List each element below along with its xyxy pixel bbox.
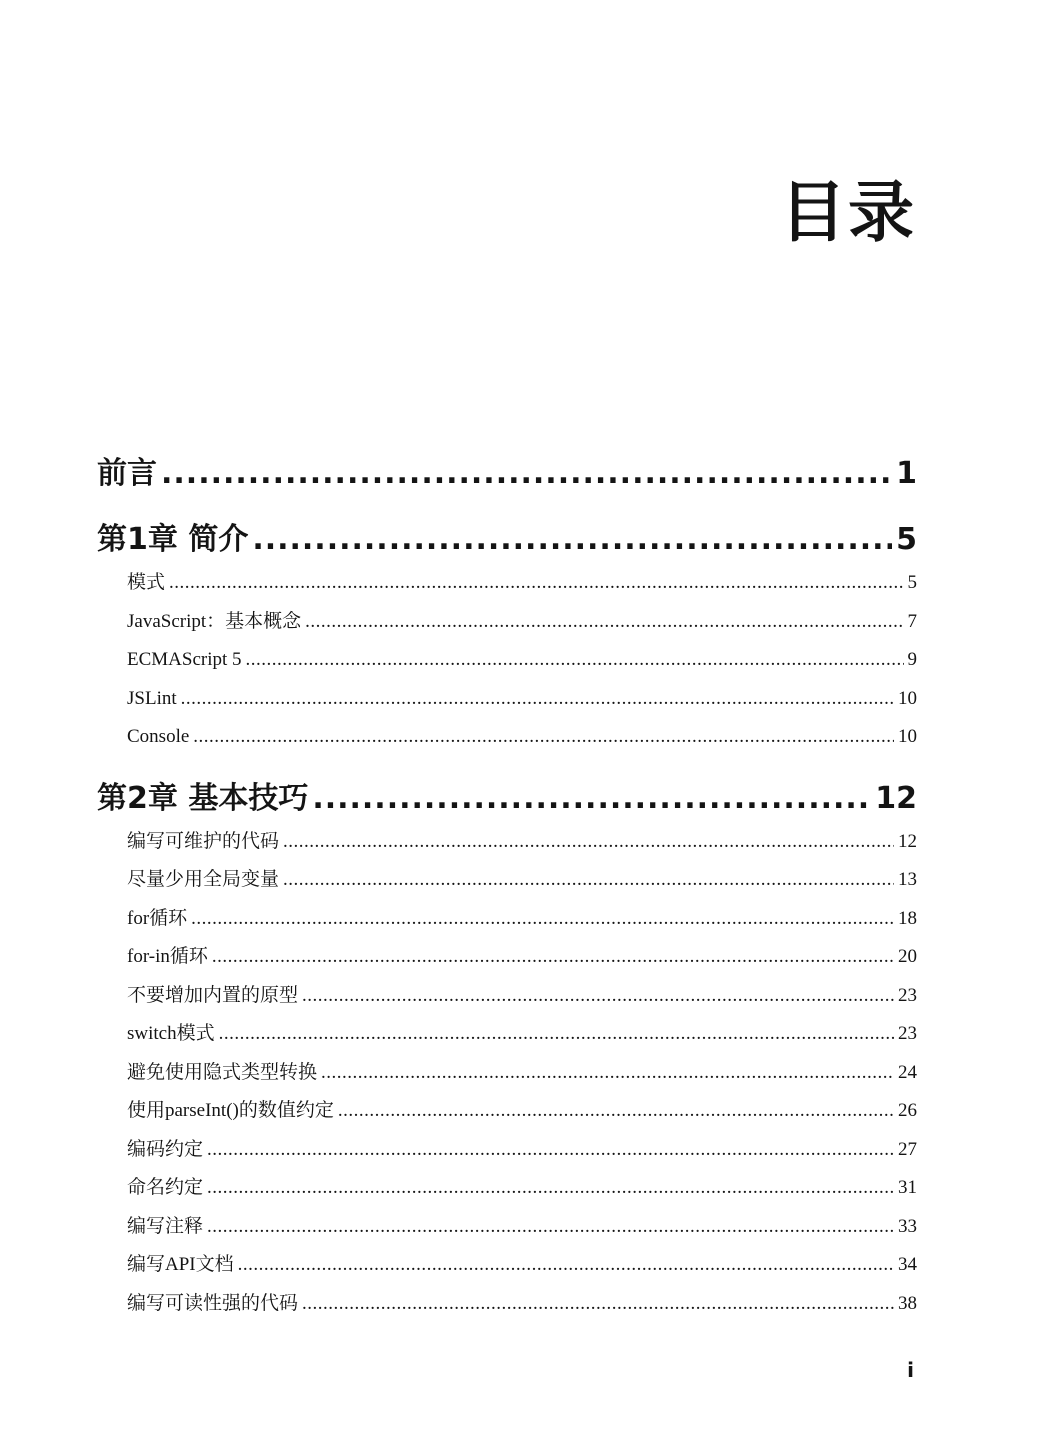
dot-leader bbox=[283, 861, 894, 900]
dot-leader bbox=[246, 641, 904, 680]
dot-leader bbox=[238, 1246, 894, 1285]
toc-section[interactable] bbox=[127, 603, 917, 642]
toc-page-number: 18 bbox=[898, 907, 917, 929]
toc-page-number: 9 bbox=[907, 649, 917, 670]
toc-page-number: 23 bbox=[898, 984, 917, 1006]
toc-page-number: 38 bbox=[898, 1292, 917, 1314]
toc-section-label: ECMAScript 5 bbox=[127, 649, 242, 670]
toc-section[interactable] bbox=[127, 1246, 917, 1285]
dot-leader bbox=[193, 718, 894, 757]
table-of-contents bbox=[97, 450, 917, 1323]
dot-leader bbox=[207, 1131, 894, 1170]
toc-section[interactable] bbox=[127, 1015, 917, 1054]
dot-leader bbox=[302, 1285, 894, 1324]
dot-leader bbox=[321, 1054, 894, 1093]
toc-section[interactable] bbox=[127, 718, 917, 757]
toc-chapter-label: 第2章 基本技巧 bbox=[97, 780, 309, 816]
toc-chapter-preface[interactable] bbox=[97, 450, 917, 498]
toc-section-list-chapter-1 bbox=[97, 564, 917, 757]
toc-section[interactable] bbox=[127, 823, 917, 862]
toc-section[interactable] bbox=[127, 938, 917, 977]
dot-leader bbox=[305, 603, 903, 642]
toc-page-number: 12 bbox=[875, 780, 917, 816]
dot-leader bbox=[302, 977, 894, 1016]
toc-section-label: JavaScript：基本概念 bbox=[127, 610, 302, 632]
toc-chapter-2[interactable] bbox=[97, 775, 917, 823]
toc-page-number: 10 bbox=[898, 687, 917, 709]
toc-chapter-1[interactable] bbox=[97, 516, 917, 564]
toc-page-number: 5 bbox=[896, 522, 917, 557]
toc-page-number: 13 bbox=[898, 869, 917, 890]
toc-page-number: 7 bbox=[907, 610, 917, 632]
toc-page-number: 27 bbox=[898, 1138, 917, 1160]
dot-leader bbox=[161, 450, 892, 498]
toc-section-label: 编码约定 bbox=[127, 1138, 204, 1160]
toc-section-label: 编写可维护的代码 bbox=[127, 830, 280, 852]
toc-page-number: 34 bbox=[898, 1254, 917, 1275]
dot-leader bbox=[207, 1208, 894, 1247]
toc-page-number: 26 bbox=[898, 1100, 917, 1121]
dot-leader bbox=[252, 516, 892, 564]
toc-section[interactable] bbox=[127, 1054, 917, 1093]
toc-section-label: 使用parseInt()的数值约定 bbox=[127, 1100, 334, 1121]
toc-section[interactable] bbox=[127, 900, 917, 939]
toc-section-label: 尽量少用全局变量 bbox=[127, 869, 280, 890]
toc-section[interactable] bbox=[127, 1285, 917, 1324]
toc-section-label: 模式 bbox=[127, 572, 166, 593]
toc-section-label: 编写API文档 bbox=[127, 1254, 234, 1275]
page-folio: i bbox=[907, 1358, 914, 1382]
toc-chapter-label: 前言 bbox=[97, 456, 157, 491]
toc-page-number: 23 bbox=[898, 1023, 917, 1044]
toc-section-label: JSLint bbox=[127, 687, 177, 709]
dot-leader bbox=[181, 680, 894, 719]
dot-leader bbox=[212, 938, 894, 977]
toc-section[interactable] bbox=[127, 861, 917, 900]
toc-chapter-label: 第1章 简介 bbox=[97, 522, 249, 557]
toc-section[interactable] bbox=[127, 1208, 917, 1247]
dot-leader bbox=[219, 1015, 894, 1054]
toc-page-number: 33 bbox=[898, 1215, 917, 1237]
dot-leader bbox=[338, 1092, 894, 1131]
toc-section[interactable] bbox=[127, 1131, 917, 1170]
toc-section-list-chapter-2 bbox=[97, 823, 917, 1324]
toc-section-label: 命名约定 bbox=[127, 1177, 204, 1198]
toc-section-label: 编写可读性强的代码 bbox=[127, 1292, 299, 1314]
toc-page-number: 10 bbox=[898, 726, 917, 747]
page-title: 目录 bbox=[780, 174, 916, 251]
toc-section-label: for-in循环 bbox=[127, 946, 208, 967]
dot-leader bbox=[207, 1169, 894, 1208]
toc-section[interactable] bbox=[127, 977, 917, 1016]
dot-leader bbox=[312, 775, 871, 823]
toc-section[interactable] bbox=[127, 564, 917, 603]
toc-section[interactable] bbox=[127, 1092, 917, 1131]
dot-leader bbox=[169, 564, 903, 603]
dot-leader bbox=[191, 900, 894, 939]
dot-leader bbox=[283, 823, 894, 862]
toc-section-label: 避免使用隐式类型转换 bbox=[127, 1061, 318, 1083]
toc-section[interactable] bbox=[127, 641, 917, 680]
toc-section[interactable] bbox=[127, 680, 917, 719]
toc-page-number: 20 bbox=[898, 946, 917, 967]
toc-section-label: Console bbox=[127, 726, 190, 747]
toc-section-label: 编写注释 bbox=[127, 1215, 204, 1237]
toc-page-number: 1 bbox=[896, 456, 917, 491]
toc-page-number: 5 bbox=[907, 572, 917, 593]
toc-section-label: for循环 bbox=[127, 907, 188, 929]
toc-section-label: 不要增加内置的原型 bbox=[127, 984, 299, 1006]
toc-section[interactable] bbox=[127, 1169, 917, 1208]
toc-section-label: switch模式 bbox=[127, 1023, 215, 1044]
toc-page-number: 12 bbox=[898, 830, 917, 852]
toc-page-number: 24 bbox=[898, 1061, 917, 1083]
toc-page-number: 31 bbox=[898, 1177, 917, 1198]
